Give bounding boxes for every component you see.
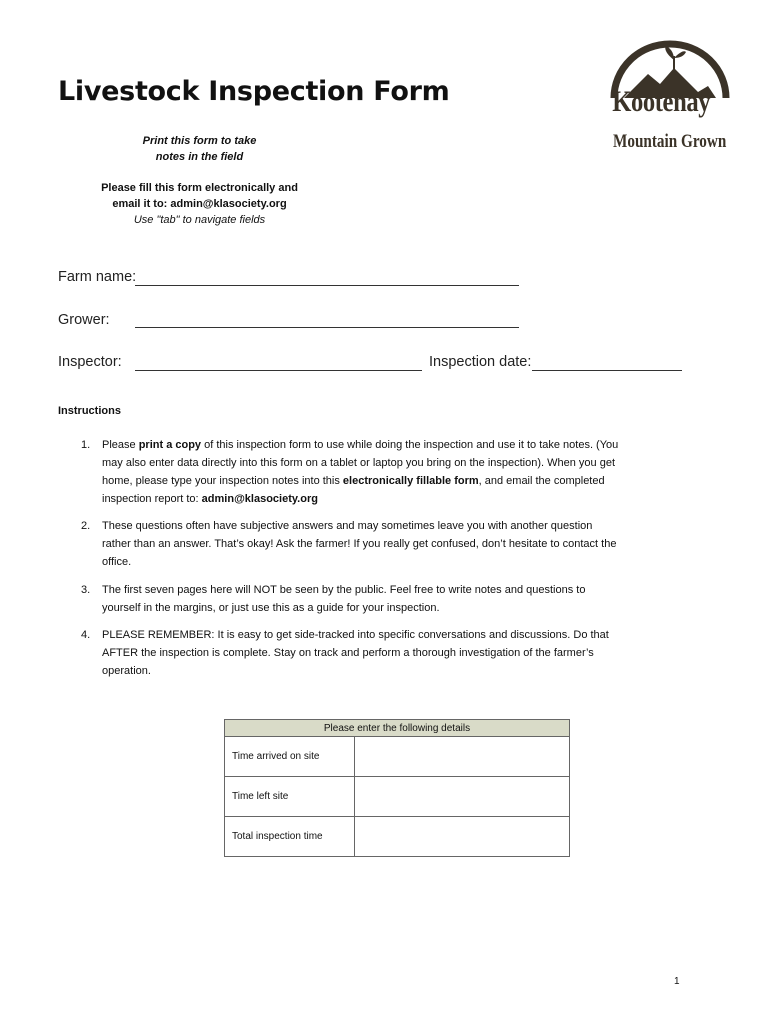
farm-name-label: Farm name: bbox=[58, 269, 137, 285]
details-table-header: Please enter the following details bbox=[225, 720, 570, 737]
inspection-date-field[interactable] bbox=[532, 370, 682, 371]
instruction-bold-part: electronically fillable form bbox=[342, 475, 479, 487]
grower-label: Grower: bbox=[58, 312, 110, 328]
page-number: 1 bbox=[674, 976, 680, 987]
instruction-bold-part: print a copy bbox=[138, 439, 202, 451]
inspector-field[interactable] bbox=[135, 370, 422, 371]
print-note-line-2: notes in the field bbox=[155, 151, 244, 163]
total-time-label: Total inspection time bbox=[225, 817, 355, 857]
grower-field[interactable] bbox=[135, 327, 519, 328]
time-left-label: Time left site bbox=[225, 777, 355, 817]
email-note-line-1: Please fill this form electronically and bbox=[101, 182, 298, 194]
print-note-line-1: Print this form to take bbox=[142, 135, 257, 147]
email-note-line-2: email it to: admin@klasociety.org bbox=[112, 198, 287, 210]
instruction-text bbox=[102, 436, 622, 508]
instruction-text: These questions often have subjective answers and may sometimes leave you with another question rather than an answer. That’s okay! Ask the farmer! If you really get confused, don’t hesitate to contact the office. bbox=[102, 520, 617, 568]
kootenay-logo bbox=[608, 40, 732, 160]
table-row bbox=[225, 737, 570, 777]
time-arrived-field[interactable] bbox=[355, 737, 570, 777]
instruction-number: 3. bbox=[81, 584, 91, 596]
page-title: Livestock Inspection Form bbox=[58, 76, 450, 107]
total-time-field[interactable] bbox=[355, 817, 570, 857]
instruction-number: 1. bbox=[81, 439, 91, 451]
instruction-email-link: admin@klasociety.org bbox=[201, 493, 318, 505]
instruction-number: 2. bbox=[81, 520, 91, 532]
email-note bbox=[92, 180, 307, 228]
print-note bbox=[92, 133, 307, 165]
instruction-item bbox=[81, 626, 641, 680]
inspector-label: Inspector: bbox=[58, 354, 122, 370]
time-left-field[interactable] bbox=[355, 777, 570, 817]
instructions-heading: Instructions bbox=[58, 405, 121, 417]
table-row bbox=[225, 817, 570, 857]
instruction-text-part: of this inspection form to use while doing the inspection and use it to take notes. (You may also enter data directly into this form on a tablet or laptop you bring on the inspection). When you get home, please type your inspection notes into this bbox=[102, 439, 619, 487]
email-note-line-3: Use "tab" to navigate fields bbox=[133, 214, 266, 226]
instruction-text-part: Please bbox=[102, 439, 139, 451]
instruction-item bbox=[81, 517, 641, 571]
inspection-date-label: Inspection date: bbox=[429, 354, 532, 370]
instruction-number: 4. bbox=[81, 629, 91, 641]
table-row bbox=[225, 777, 570, 817]
farm-name-field[interactable] bbox=[135, 285, 519, 286]
instruction-text-part: , and email the completed inspection report to: bbox=[102, 475, 605, 505]
instruction-item bbox=[81, 436, 641, 508]
instruction-text: The first seven pages here will NOT be seen by the public. Feel free to write notes and questions to yourself in the margins, or just use this as a guide for your inspection. bbox=[102, 584, 586, 614]
time-arrived-label: Time arrived on site bbox=[225, 737, 355, 777]
logo-kootenay-text: Kootenay bbox=[612, 85, 711, 118]
logo-mountain-grown-text: Mountain Grown bbox=[613, 131, 727, 152]
details-table bbox=[224, 719, 570, 857]
instruction-text: PLEASE REMEMBER: It is easy to get side-tracked into specific conversations and discussions. Do that AFTER the inspection is complete. Stay on track and perform a thorough investigation of the farmer’s operation. bbox=[102, 629, 609, 677]
instruction-item bbox=[81, 581, 641, 617]
